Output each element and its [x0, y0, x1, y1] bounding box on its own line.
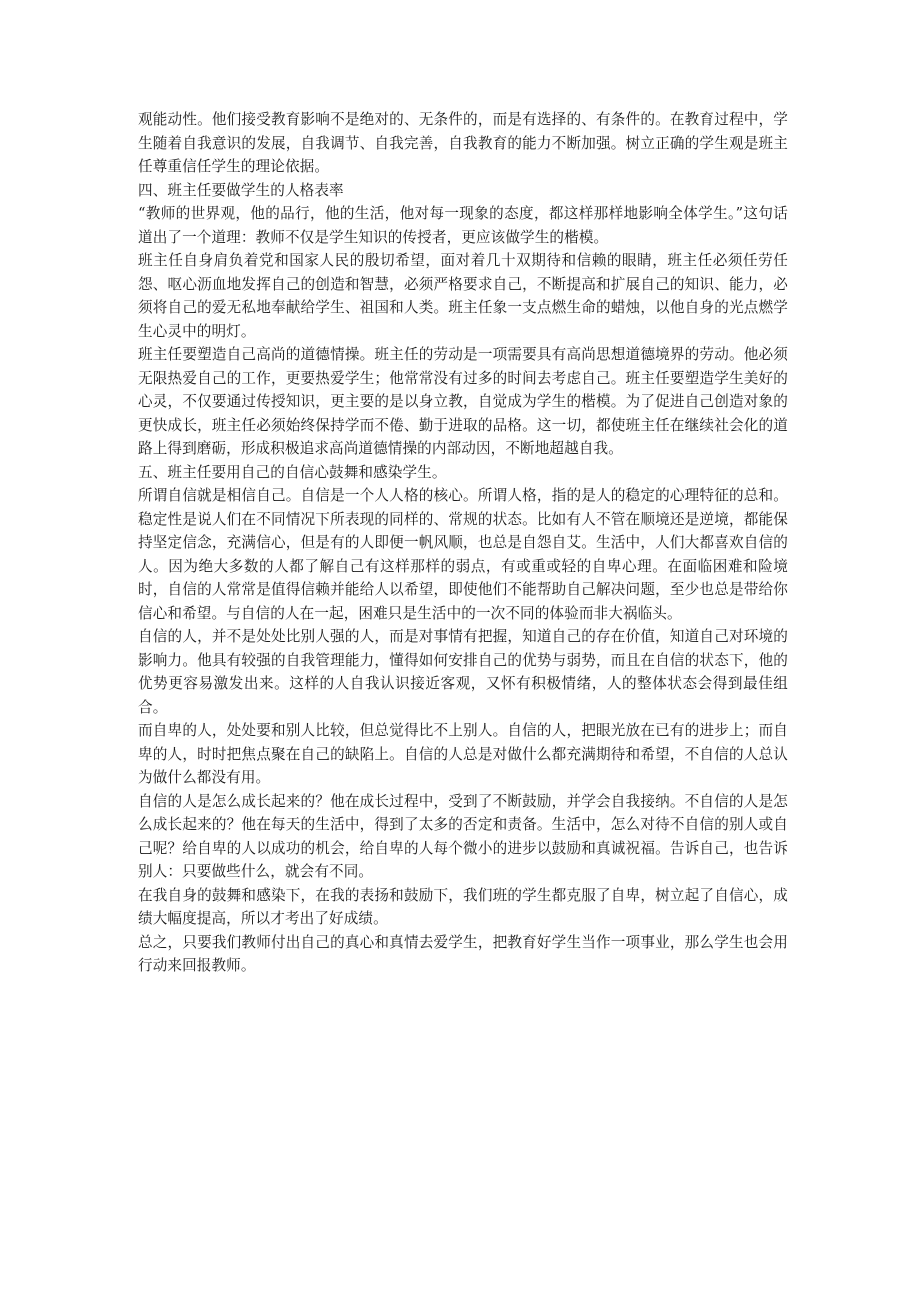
- paragraph-5: 自信的人，并不是处处比别人强的人，而是对事情有把握，知道自己的存在价值，知道自己对环境的影响力。他具有较强的自我管理能力，懂得如何安排自己的优势与弱势，而且在自信的状态下，他的优势更容易激发出来。这样的人自我认识接近客观，又怀有积极情绪，人的整体状态会得到最佳组合。: [138, 628, 788, 716]
- section-heading-5: 五、班主任要用自己的自信心鼓舞和感染学生。: [138, 463, 447, 481]
- paragraph-7: 自信的人是怎么成长起来的？他在成长过程中，受到了不断鼓励，并学会自我接纳。不自信的人是怎么成长起来的？他在每天的生活中，得到了太多的否定和责备。生活中，怎么对待不自信的别人或自己呢？给自卑的人以成功的机会，给自卑的人每个微小的进步以鼓励和真诚祝福。告诉自己，也告诉别人：只要做些什么，就会有不同。: [138, 792, 788, 880]
- document-body: [138, 108, 788, 978]
- paragraph-3: 班主任要塑造自己高尚的道德情操。班主任的劳动是一项需要具有高尚思想道德境界的劳动。他必须无限热爱自己的工作，更要热爱学生；他常常没有过多的时间去考虑自己。班主任要塑造学生美好的心灵，不仅要通过传授知识，更主要的是以身立教，自觉成为学生的楷模。为了促进自己创造对象的更快成长，班主任必须始终保持学而不倦、勤于进取的品格。这一切，都使班主任在继续社会化的道路上得到磨砺，形成积极追求高尚道德情操的内部动因，不断地超越自我。: [138, 346, 788, 457]
- section-heading-4: 四、班主任要做学生的人格表率: [138, 181, 344, 199]
- paragraph-1: 观能动性。他们接受教育影响不是绝对的、无条件的，而是有选择的、有条件的。在教育过程中，学生随着自我意识的发展，自我调节、自我完善，自我教育的能力不断加强。树立正确的学生观是班主任尊重信任学生的理论依据。: [138, 111, 788, 175]
- paragraph-9: 总之，只要我们教师付出自己的真心和真情去爱学生，把教育好学生当作一项事业，那么学生也会用行动来回报教师。: [138, 933, 788, 974]
- paragraph-2: 班主任自身肩负着党和国家人民的殷切希望，面对着几十双期待和信赖的眼睛，班主任必须任劳任怨、呕心沥血地发挥自己的创造和智慧，必须严格要求自己，不断提高和扩展自己的知识、能力，必须将自己的爱无私地奉献给学生、祖国和人类。班主任象一支点燃生命的蜡烛，以他自身的光点燃学生心灵中的明灯。: [138, 252, 788, 340]
- paragraph-4: 所谓自信就是相信自己。自信是一个人人格的核心。所谓人格，指的是人的稳定的心理特征的总和。稳定性是说人们在不同情况下所表现的同样的、常规的状态。比如有人不管在顺境还是逆境，都能保持坚定信念，充满信心，但是有的人即便一帆风顺，也总是自怨自艾。生活中，人们大都喜欢自信的人。因为绝大多数的人都了解自己有这样那样的弱点，有或重或轻的自卑心理。在面临困难和险境时，自信的人常常是值得信赖并能给人以希望，即使他们不能帮助自己解决问题，至少也总是带给你信心和希望。与自信的人在一起，困难只是生活中的一次不同的体验而非大祸临头。: [138, 487, 788, 622]
- quote-paragraph: “教师的世界观，他的品行，他的生活，他对每一现象的态度，都这样那样地影响全体学生。”这句话道出了一个道理：教师不仅是学生知识的传授者，更应该做学生的楷模。: [138, 205, 788, 246]
- paragraph-6: 而自卑的人，处处要和别人比较，但总觉得比不上别人。自信的人，把眼光放在已有的进步上；而自卑的人，时时把焦点聚在自己的缺陷上。自信的人总是对做什么都充满期待和希望，不自信的人总认为做什么都没有用。: [138, 722, 788, 786]
- paragraph-8: 在我自身的鼓舞和感染下，在我的表扬和鼓励下，我们班的学生都克服了自卑，树立起了自信心，成绩大幅度提高，所以才考出了好成绩。: [138, 886, 788, 927]
